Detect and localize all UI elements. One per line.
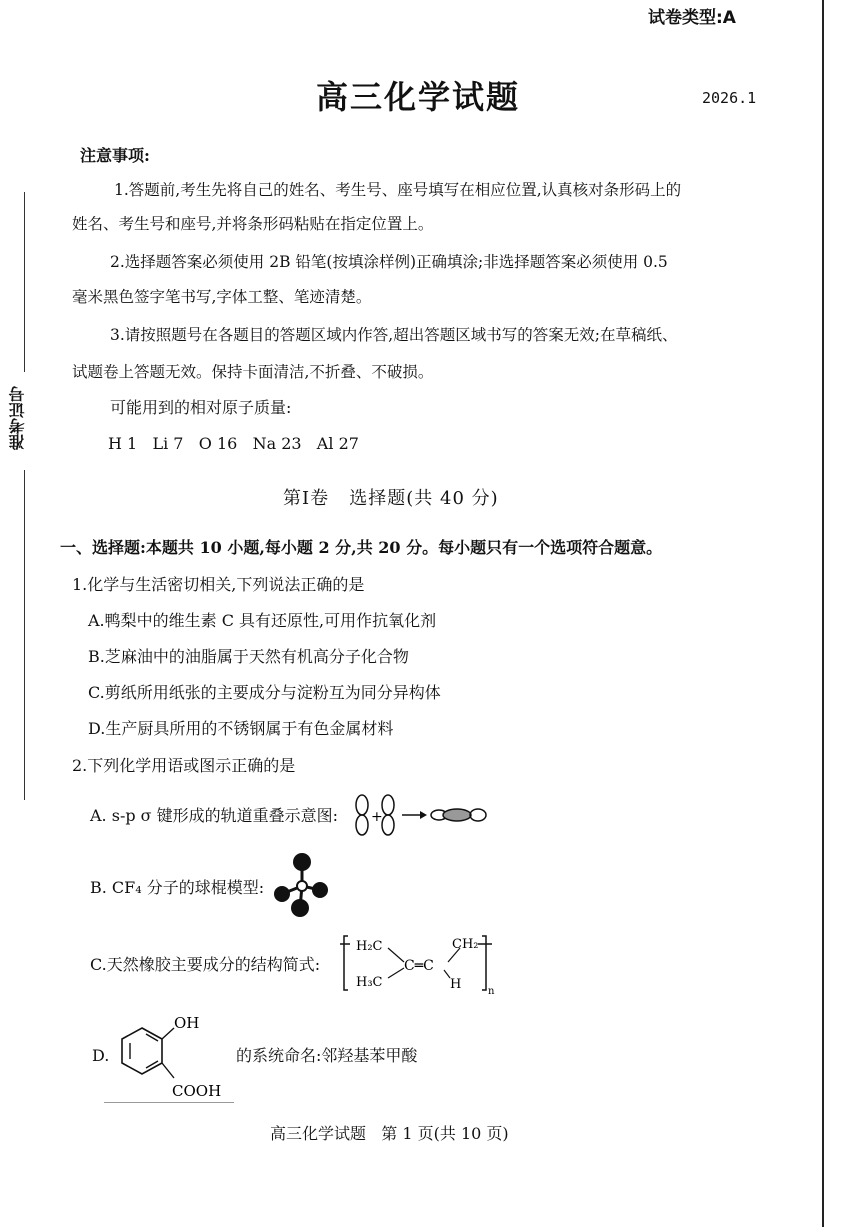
divider xyxy=(104,1102,234,1103)
rubber-h2c-group: H₂C xyxy=(356,939,383,954)
q2-option-a: A. s-p σ 键形成的轨道重叠示意图: xyxy=(90,806,339,825)
svg-text:+: + xyxy=(371,809,383,825)
note-2-line-2: 毫米黑色签字笔书写,字体工整、笔迹清楚。 xyxy=(72,288,372,306)
side-label-exam-number: 准考证号 xyxy=(8,386,27,450)
rubber-h3c-group: H₃C xyxy=(356,975,383,990)
page-title: 高三化学试题 xyxy=(316,78,521,116)
q2-stem: 2.下列化学用语或图示正确的是 xyxy=(72,756,296,775)
note-2-line-1: 2.选择题答案必须使用 2B 铅笔(按填涂样例)正确填涂;非选择题答案必须使用 0.5 xyxy=(110,253,668,271)
note-1-line-1: 1.答题前,考生先将自己的姓名、考生号、座号填写在相应位置,认真核对条形码上的 xyxy=(114,181,682,199)
q1-option-d: D.生产厨具所用的不锈钢属于有色金属材料 xyxy=(88,719,394,738)
rubber-subscript-n: n xyxy=(488,986,495,997)
rubber-double-bond: C═C xyxy=(404,958,434,974)
note-3-line-2: 试题卷上答题无效。保持卡面清洁,不折叠、不破损。 xyxy=(72,363,434,381)
q1-stem: 1.化学与生活密切相关,下列说法正确的是 xyxy=(72,575,365,594)
note-1-line-2: 姓名、考生号和座号,并将条形码粘贴在指定位置上。 xyxy=(72,215,434,233)
q1-option-c: C.剪纸所用纸张的主要成分与淀粉互为同分异构体 xyxy=(88,683,441,702)
binding-line-lower xyxy=(24,470,25,800)
exam-date: 2026.1 xyxy=(702,89,757,107)
q2-option-d-label: D. xyxy=(92,1046,110,1065)
atomic-mass-list: H 1 Li 7 O 16 Na 23 Al 27 xyxy=(108,434,359,453)
atomic-mass-heading: 可能用到的相对原子质量: xyxy=(110,398,292,417)
q2-option-c: C.天然橡胶主要成分的结构简式: xyxy=(90,955,321,974)
cf4-ball-stick-model xyxy=(270,850,330,920)
rubber-ch2-group: CH₂ xyxy=(452,937,479,952)
q2-option-d-text: 的系统命名:邻羟基苯甲酸 xyxy=(236,1046,418,1065)
section-title: 第Ⅰ卷 选择题(共 40 分) xyxy=(283,488,499,509)
salicylic-acid-structure xyxy=(110,1008,240,1104)
q2-option-b: B. CF₄ 分子的球棍模型: xyxy=(90,878,265,897)
rubber-h-atom: H xyxy=(450,977,462,992)
note-3-line-1: 3.请按照题号在各题目的答题区域内作答,超出答题区域书写的答案无效;在草稿纸、 xyxy=(110,326,678,344)
carboxyl-group-label: COOH xyxy=(172,1082,222,1100)
page-border-right xyxy=(822,0,824,1227)
natural-rubber-structure xyxy=(340,930,500,1000)
page-footer: 高三化学试题 第 1 页(共 10 页) xyxy=(270,1124,509,1143)
notes-heading: 注意事项: xyxy=(80,146,150,165)
hydroxyl-group-label: OH xyxy=(174,1014,200,1032)
q1-option-a: A.鸭梨中的维生素 C 具有还原性,可用作抗氧化剂 xyxy=(88,611,437,630)
orbital-overlap-diagram xyxy=(352,790,492,840)
part-intro: 一、选择题:本题共 10 小题,每小题 2 分,共 20 分。每小题只有一个选项符合题意。 xyxy=(60,538,663,557)
binding-line-upper xyxy=(24,192,25,372)
paper-type: 试卷类型:A xyxy=(648,8,736,28)
q1-option-b: B.芝麻油中的油脂属于天然有机高分子化合物 xyxy=(88,647,409,666)
